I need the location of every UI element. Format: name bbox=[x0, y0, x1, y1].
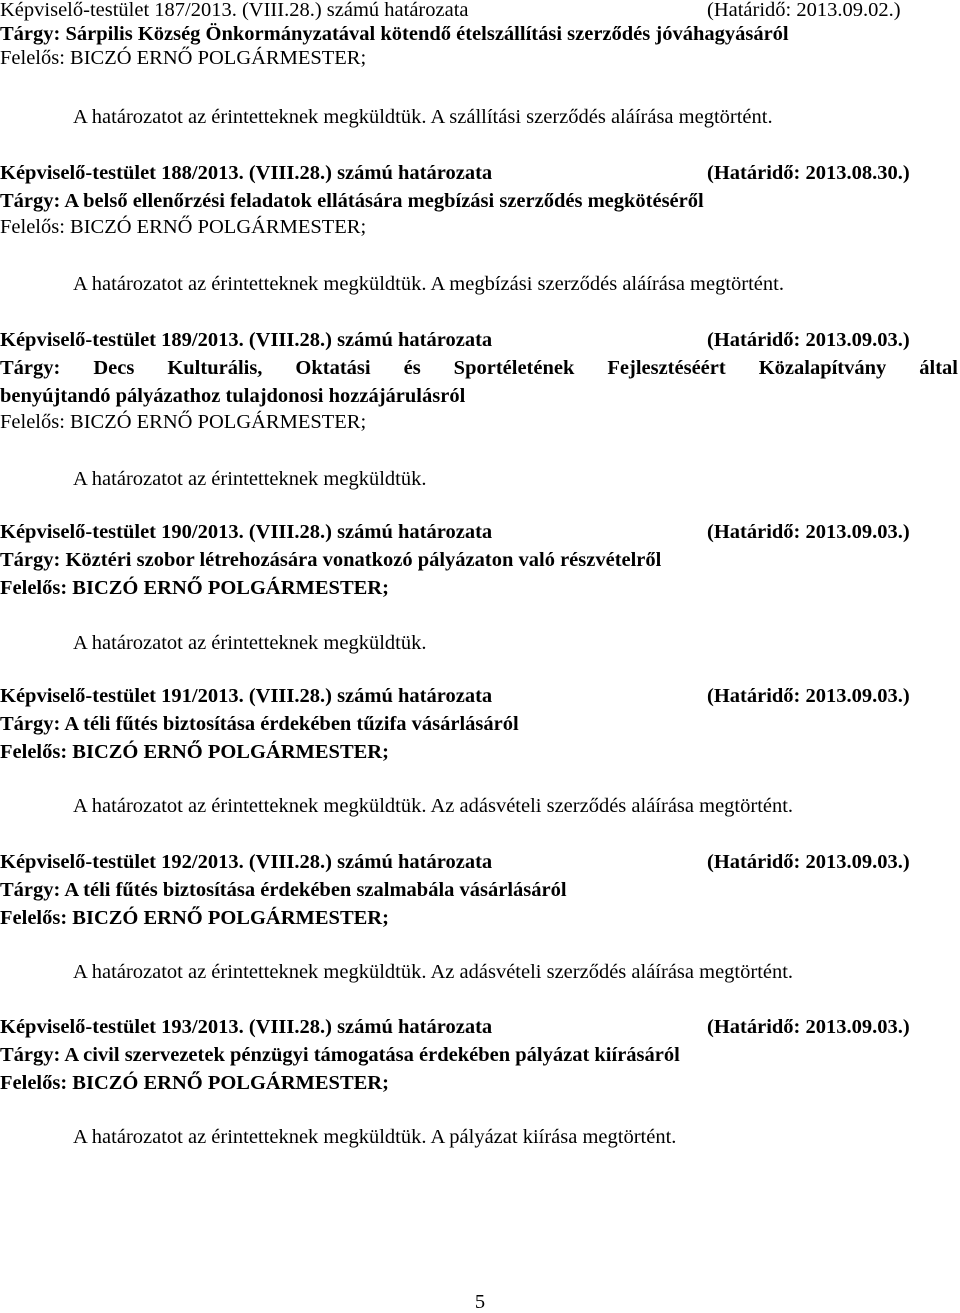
resolution-responsible: Felelős: BICZÓ ERNŐ POLGÁRMESTER; bbox=[0, 47, 367, 69]
resolution-subject: Tárgy: A téli fűtés biztosítása érdekében szalmabála vásárlásáról bbox=[0, 879, 567, 901]
resolution-subject-continued: benyújtandó pályázathoz tulajdonosi hozzájárulásról bbox=[0, 385, 466, 407]
resolution-subject: Tárgy: A belső ellenőrzési feladatok ellátására megbízási szerződés megkötéséről bbox=[0, 190, 704, 212]
resolution-responsible: Felelős: BICZÓ ERNŐ POLGÁRMESTER; bbox=[0, 411, 367, 433]
resolution-deadline: (Határidő: 2013.09.03.) bbox=[707, 685, 910, 707]
resolution-heading: Képviselő-testület 188/2013. (VIII.28.) számú határozata bbox=[0, 162, 493, 184]
resolution-note: A határozatot az érintetteknek megküldtük. Az adásvételi szerződés aláírása megtörtént. bbox=[73, 795, 794, 817]
resolution-note: A határozatot az érintetteknek megküldtük. Az adásvételi szerződés aláírása megtörtént. bbox=[73, 961, 794, 983]
page-number: 5 bbox=[474, 1291, 486, 1313]
resolution-subject: Tárgy: A civil szervezetek pénzügyi támogatása érdekében pályázat kiírásáról bbox=[0, 1044, 680, 1066]
resolution-responsible: Felelős: BICZÓ ERNŐ POLGÁRMESTER; bbox=[0, 216, 367, 238]
resolution-deadline: (Határidő: 2013.08.30.) bbox=[707, 162, 910, 184]
resolution-responsible: Felelős: BICZÓ ERNŐ POLGÁRMESTER; bbox=[0, 577, 389, 599]
resolution-deadline: (Határidő: 2013.09.03.) bbox=[707, 521, 910, 543]
resolution-note: A határozatot az érintetteknek megküldtük. A megbízási szerződés aláírása megtörtént. bbox=[73, 273, 784, 295]
resolution-deadline: (Határidő: 2013.09.03.) bbox=[707, 329, 910, 351]
resolution-deadline: (Határidő: 2013.09.02.) bbox=[707, 0, 901, 21]
resolution-heading: Képviselő-testület 187/2013. (VIII.28.) számú határozata bbox=[0, 0, 469, 21]
resolution-note: A határozatot az érintetteknek megküldtük. A szállítási szerződés aláírása megtörtént. bbox=[73, 106, 773, 128]
resolution-deadline: (Határidő: 2013.09.03.) bbox=[707, 851, 910, 873]
resolution-deadline: (Határidő: 2013.09.03.) bbox=[707, 1016, 910, 1038]
resolution-subject: Tárgy: A téli fűtés biztosítása érdekében tűzifa vásárlásáról bbox=[0, 713, 519, 735]
resolution-heading: Képviselő-testület 191/2013. (VIII.28.) számú határozata bbox=[0, 685, 493, 707]
resolution-subject: Tárgy: Köztéri szobor létrehozására vonatkozó pályázaton való részvételről bbox=[0, 549, 662, 571]
resolution-heading: Képviselő-testület 190/2013. (VIII.28.) számú határozata bbox=[0, 521, 493, 543]
resolution-note: A határozatot az érintetteknek megküldtük. A pályázat kiírása megtörtént. bbox=[73, 1126, 677, 1148]
resolution-responsible: Felelős: BICZÓ ERNŐ POLGÁRMESTER; bbox=[0, 1072, 389, 1094]
resolution-responsible: Felelős: BICZÓ ERNŐ POLGÁRMESTER; bbox=[0, 741, 389, 763]
resolution-note: A határozatot az érintetteknek megküldtük. bbox=[73, 632, 427, 654]
resolution-heading: Képviselő-testület 192/2013. (VIII.28.) számú határozata bbox=[0, 851, 493, 873]
resolution-note: A határozatot az érintetteknek megküldtük. bbox=[73, 468, 427, 490]
resolution-heading: Képviselő-testület 189/2013. (VIII.28.) számú határozata bbox=[0, 329, 493, 351]
resolution-responsible: Felelős: BICZÓ ERNŐ POLGÁRMESTER; bbox=[0, 907, 389, 929]
resolution-heading: Képviselő-testület 193/2013. (VIII.28.) számú határozata bbox=[0, 1016, 493, 1038]
resolution-subject: Tárgy: Sárpilis Község Önkormányzatával kötendő ételszállítási szerződés jóváhagyásáról bbox=[0, 23, 789, 45]
resolution-subject: Tárgy: Decs Kulturális, Oktatási és Sportéletének Fejlesztéséért Közalapítvány által bbox=[0, 357, 958, 379]
